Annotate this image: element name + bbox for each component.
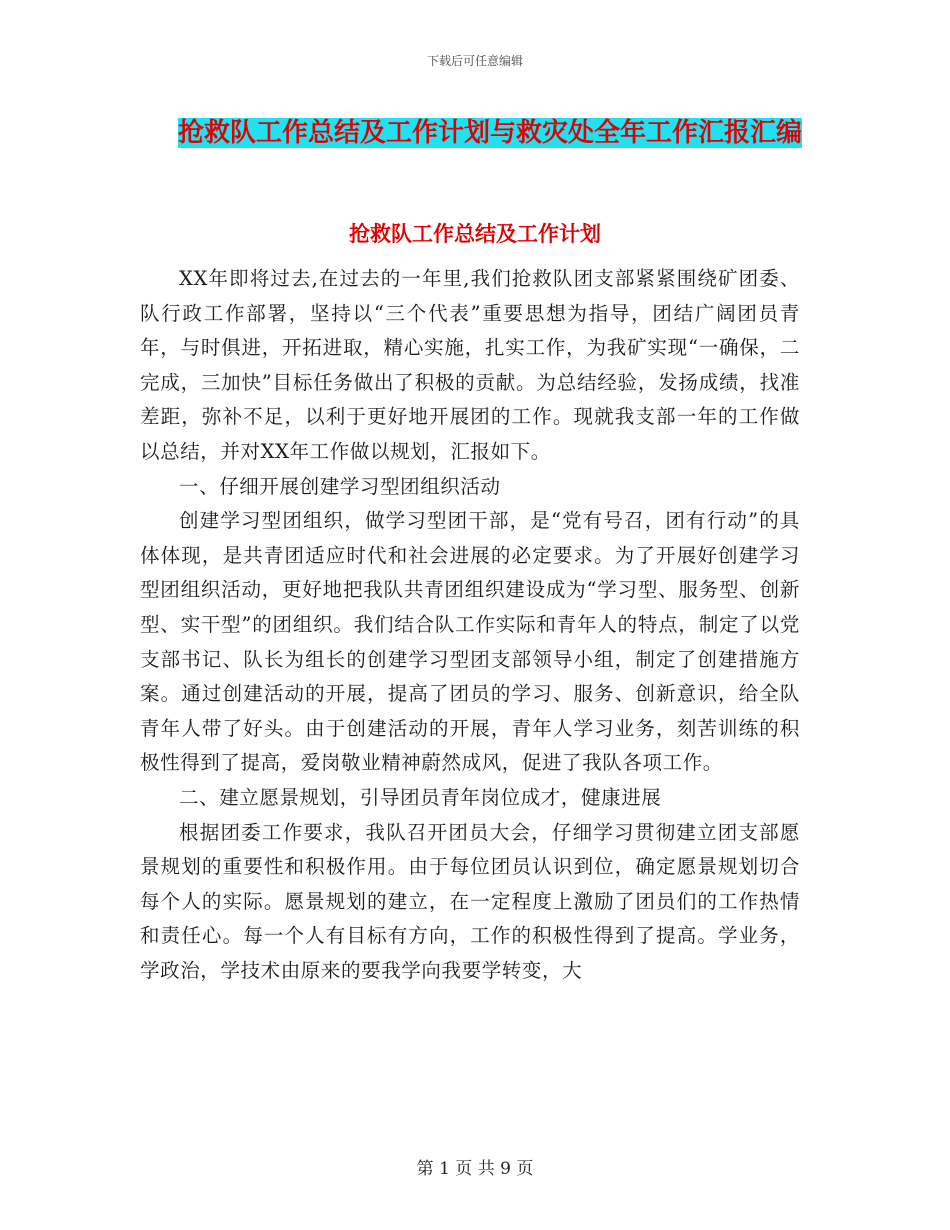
paragraph-learning-org: 创建学习型团组织，做学习型团干部，是“党有号召，团有行动”的具体体现，是共青团适应时代和社会进展的必定要求。为了开展好创建学习型团组织活动，更好地把我队共青团组织建设成为“学习型、服务型、创新型、实干型”的团组织。我们结合队工作实际和青年人的特点，制定了以党支部书记、队长为组长的创建学习型团支部领导小组，制定了创建措施方案。通过创建活动的开展，提高了团员的学习、服务、创新意识，给全队青年人带了好头。由于创建活动的开展，青年人学习业务，刻苦训练的积极性得到了提高，爱岗敬业精神蔚然成风，促进了我队各项工作。 [140, 509, 800, 775]
body-text [140, 262, 800, 988]
main-title-text: 抢救队工作总结及工作计划与救灾处全年工作汇报汇编 [177, 118, 802, 148]
heading-one: 一、仔细开展创建学习型团组织活动 [179, 474, 501, 498]
header-note: 下载后可任意编辑 [426, 54, 523, 68]
page-footer: 第 1 页 共 9 页 [416, 1159, 534, 1179]
paragraph-vision-plan: 根据团委工作要求，我队召开团员大会，仔细学习贯彻建立团支部愿景规划的重要性和积极作用。由于每位团员认识到位，确定愿景规划切合每个人的实际。愿景规划的建立，在一定程度上激励了团员们的工作热情和责任心。每一个人有目标有方向，工作的积极性得到了提高。学业务，学政治，学技术由原来的要我学向我要学转变，大 [140, 820, 800, 982]
heading-two: 二、建立愿景规划，引导团员青年岗位成才，健康进展 [179, 785, 662, 809]
main-title [140, 110, 840, 156]
paragraph-intro: XX年即将过去,在过去的一年里,我们抢救队团支部紧紧围绕矿团委、队行政工作部署，坚持以“三个代表”重要思想为指导，团结广阔团员青年，与时俱进，开拓进取，精心实施，扎实工作，为我矿实现“一确保，二完成，三加快”目标任务做出了积极的贡献。为总结经验，发扬成绩，找准差距，弥补不足，以利于更好地开展团的工作。现就我支部一年的工作做以总结，并对XX年工作做以规划，汇报如下。 [140, 267, 800, 463]
section-title: 抢救队工作总结及工作计划 [349, 221, 601, 246]
